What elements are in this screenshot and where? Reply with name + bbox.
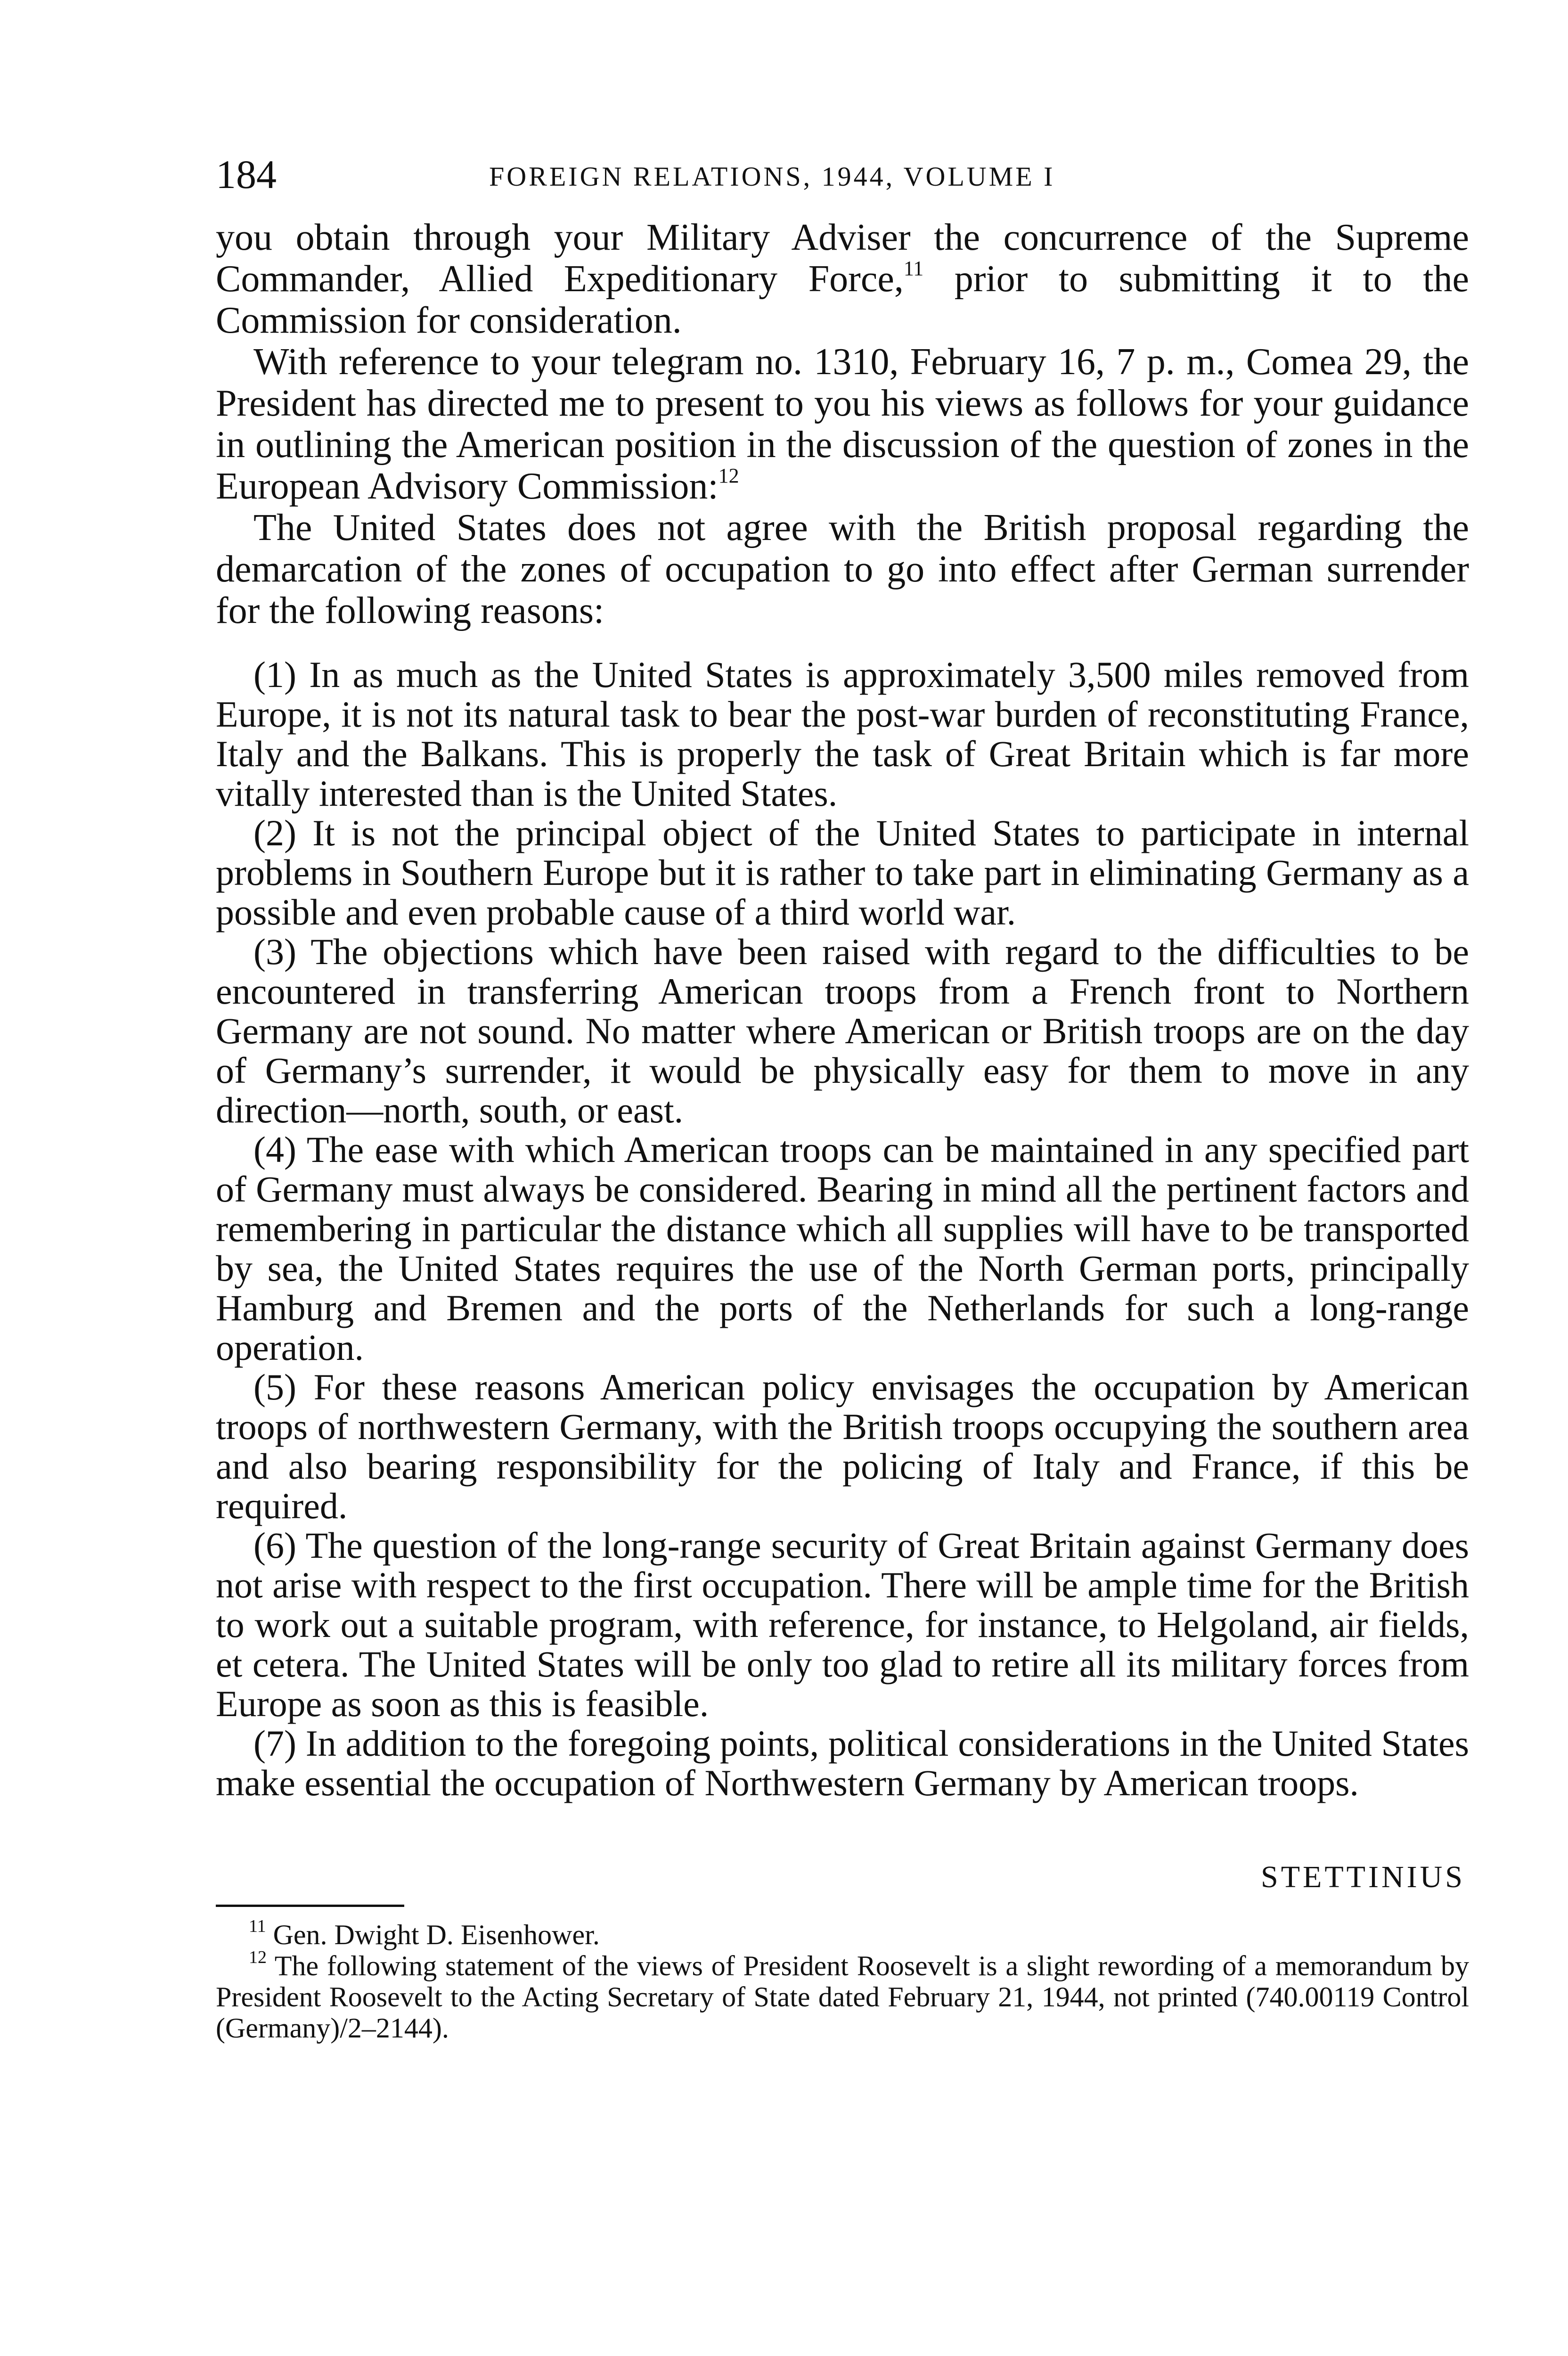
body-text (216, 217, 1469, 631)
paragraph-3: The United States does not agree with the British proposal regarding the demarcation of the zones of occupation to go into effect after German surrender for the following reasons: (216, 507, 1469, 631)
running-head (216, 151, 1469, 198)
document-page (216, 151, 1469, 2044)
point-1: (1) In as much as the United States is approximately 3,500 miles removed from Europe, it is not its natural task to bear the post-war burden of reconstituting France, Italy and the Balkans. This is properly the task of Great Britain which is far more vitally interested than is the United States. (216, 654, 1469, 814)
point-3: (3) The objections which have been raised with regard to the difficulties to be encountered in transferring American troops from a French front to Northern Germany are not sound. No matter where American or British troops are on the day of Germany’s surrender, it would be physically easy for them to move in any direction—north, south, or east. (216, 931, 1469, 1130)
signature: STETTINIUS (1261, 1860, 1465, 1894)
footnotes (216, 1916, 1469, 2044)
paragraph-1 (216, 217, 1469, 341)
point-5: (5) For these reasons American policy envisages the occupation by American troops of northwestern Germany, with the British troops occupying the southern area and also bearing responsibility for the policing of Italy and France, if this be required. (216, 1366, 1469, 1526)
page-number: 184 (216, 152, 277, 197)
footnote-rule (216, 1905, 404, 1907)
footnote-mark: 11 (249, 1916, 266, 1936)
point-6: (6) The question of the long-range security of Great Britain against Germany does not arise with respect to the first occupation. There will be ample time for the British to work out a suitable program, with reference, for instance, to Helgoland, air fields, et cetera. The United States will be only too glad to retire all its military forces from Europe as soon as this is feasible. (216, 1525, 1469, 1724)
footnote-text: The following statement of the views of President Roosevelt is a slight rewording of a memorandum by President Roosevelt to the Acting Secretary of State dated February 21, 1944, not printed (740.00119 Control (Germany)/2–2144). (216, 1950, 1469, 2044)
paragraph-1-text: you obtain through your Military Adviser the concurrence of the Supreme Commander, Allied Expeditionary Force, (216, 217, 1469, 300)
footnote-12 (216, 1947, 1469, 2044)
point-7: (7) In addition to the foregoing points, political considerations in the United States make essential the occupation of Northwestern Germany by American troops. (216, 1723, 1469, 1803)
footnote-text: Gen. Dwight D. Eisenhower. (273, 1919, 600, 1950)
paragraph-1-end: prior to submitting it to the Commission for consideration. (216, 258, 1469, 341)
running-title: FOREIGN RELATIONS, 1944, VOLUME I (489, 161, 1055, 192)
point-2: (2) It is not the principal object of the United States to participate in internal problems in Southern Europe but it is rather to take part in eliminating Germany as a possible and even probable cause of a third world war. (216, 812, 1469, 933)
footnote-ref-12[interactable]: 12 (718, 464, 739, 487)
paragraph-2 (216, 341, 1469, 507)
footnote-ref-11[interactable]: 11 (903, 257, 924, 280)
numbered-points (216, 655, 1469, 1803)
footnote-mark: 12 (249, 1947, 267, 1967)
point-4: (4) The ease with which American troops can be maintained in any specified part of Germany must always be considered. Bearing in mind all the pertinent factors and remembering in particular the distance which all supplies will have to be transported by sea, the United States requires the use of the North German ports, principally Hamburg and Bremen and the ports of the Netherlands for such a long-range operation. (216, 1129, 1469, 1368)
footnote-11 (216, 1916, 1469, 1950)
paragraph-2-text: With reference to your telegram no. 1310, February 16, 7 p. m., Comea 29, the President has directed me to present to you his views as follows for your guidance in outlining the American position in the discussion of the question of zones in the European Advisory Commission: (216, 341, 1469, 507)
